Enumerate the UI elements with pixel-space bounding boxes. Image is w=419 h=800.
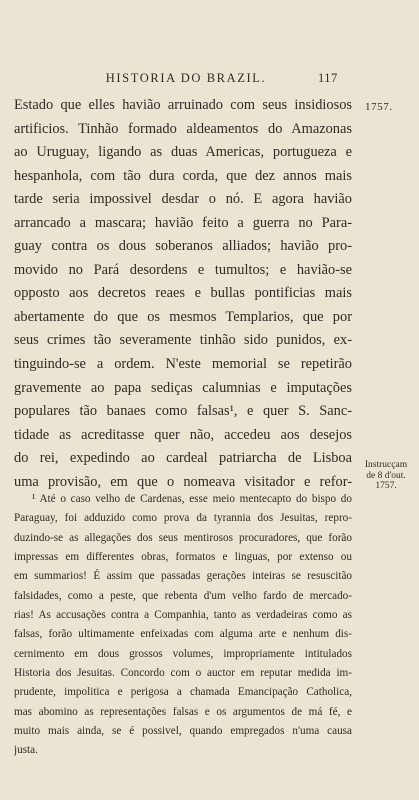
margin-note-line: 1757. — [375, 481, 397, 491]
footnote-line: ¹ Até o caso velho de Cardenas, esse meio mentecapto do bispo do — [32, 493, 352, 505]
running-title: HISTORIA DO BRAZIL. — [105, 71, 267, 85]
body-line: guay contra os dous soberanos alliados; havião pro- — [14, 238, 352, 255]
body-line: movido no Pará desordens e tumultos; e havião-se — [14, 261, 352, 278]
body-line: ao Uruguay, ligando as duas Americas, portugueza e — [14, 144, 352, 161]
body-line: abertamente do que os mesmos Templarios, que por — [14, 308, 352, 325]
body-line: hespanhola, com tão dura corda, que dez annos mais — [14, 167, 352, 184]
margin-note-line: de 8 d'out. — [366, 470, 406, 481]
footnote-line: falsas, forão ultimamente enfeixadas com alguma arte e nenhum dis- — [14, 628, 352, 641]
footnote-line: rias! As accusações contra a Companhia, tanto as verdadeiras como as — [14, 609, 352, 622]
main-text — [14, 94, 352, 494]
margin-note — [355, 460, 417, 492]
footnote-line: falsidades, como a peste, que rebenta d'um velho fardo de mercado- — [14, 589, 352, 602]
body-line: Estado que elles havião arruinado com seus insidiosos — [14, 97, 352, 113]
footnote-line: justa. — [14, 744, 38, 757]
footnote-line: mas abomino as representações falsas e os argumentos de má fé, e — [14, 705, 352, 718]
footnote — [14, 490, 352, 761]
body-line: tidade as acreditasse quer não, accedeu aos desejos — [14, 426, 352, 443]
body-line: do rei, expedindo ao cardeal patriarcha de Lisboa — [14, 450, 352, 467]
footnote-line: duzindo-se as allegações dos seus mentirosos procuradores, que forão — [14, 531, 352, 544]
body-line: gravemente ao papa sediças calumnias e imputações — [14, 379, 352, 396]
margin-year: 1757. — [365, 101, 393, 113]
body-line: seus crimes tão severamente tinhão sido punidos, ex- — [14, 332, 352, 349]
footnote-line: Paraguay, foi adduzido como prova da tyrannia dos Jesuitas, repro- — [14, 512, 352, 525]
body-line: populares tão banaes como falsas¹, e quer S. Sanc- — [14, 403, 352, 420]
page-number: 117 — [318, 71, 338, 85]
footnote-line: Historia dos Jesuitas. Concordo com o auctor em reputar medida im- — [14, 667, 352, 680]
footnote-line: em summarios! É assim que passadas gerações inteiras se resuscitão — [14, 570, 352, 583]
footnote-line: muito mais ainda, se é possivel, quando empregados n'uma causa — [14, 725, 352, 738]
body-line: tinguindo-se a ordem. N'este memorial se repetirão — [14, 356, 352, 373]
body-line: arrancado a mascara; havião feito a guerra no Para- — [14, 214, 352, 231]
body-line: artificios. Tinhão formado aldeamentos do Amazonas — [14, 120, 352, 137]
footnote-line: cernimento em dous grossos volumes, impropriamente intitulados — [14, 647, 352, 660]
margin-note-line: Instrucçam — [364, 460, 408, 470]
footnote-line: impressas em differentes obras, formatos e linguas, por extenso ou — [14, 551, 352, 564]
body-line: opposto aos decretos reaes e bullas pontificias mais — [14, 285, 352, 302]
body-line: uma provisão, em que o nomeava visitador e refor- — [14, 473, 352, 490]
body-line: tarde seria impossivel desdar o nó. E agora havião — [14, 191, 352, 208]
footnote-line: prudente, impolitica e perigosa a chamada Emancipação Catholica, — [14, 686, 352, 699]
